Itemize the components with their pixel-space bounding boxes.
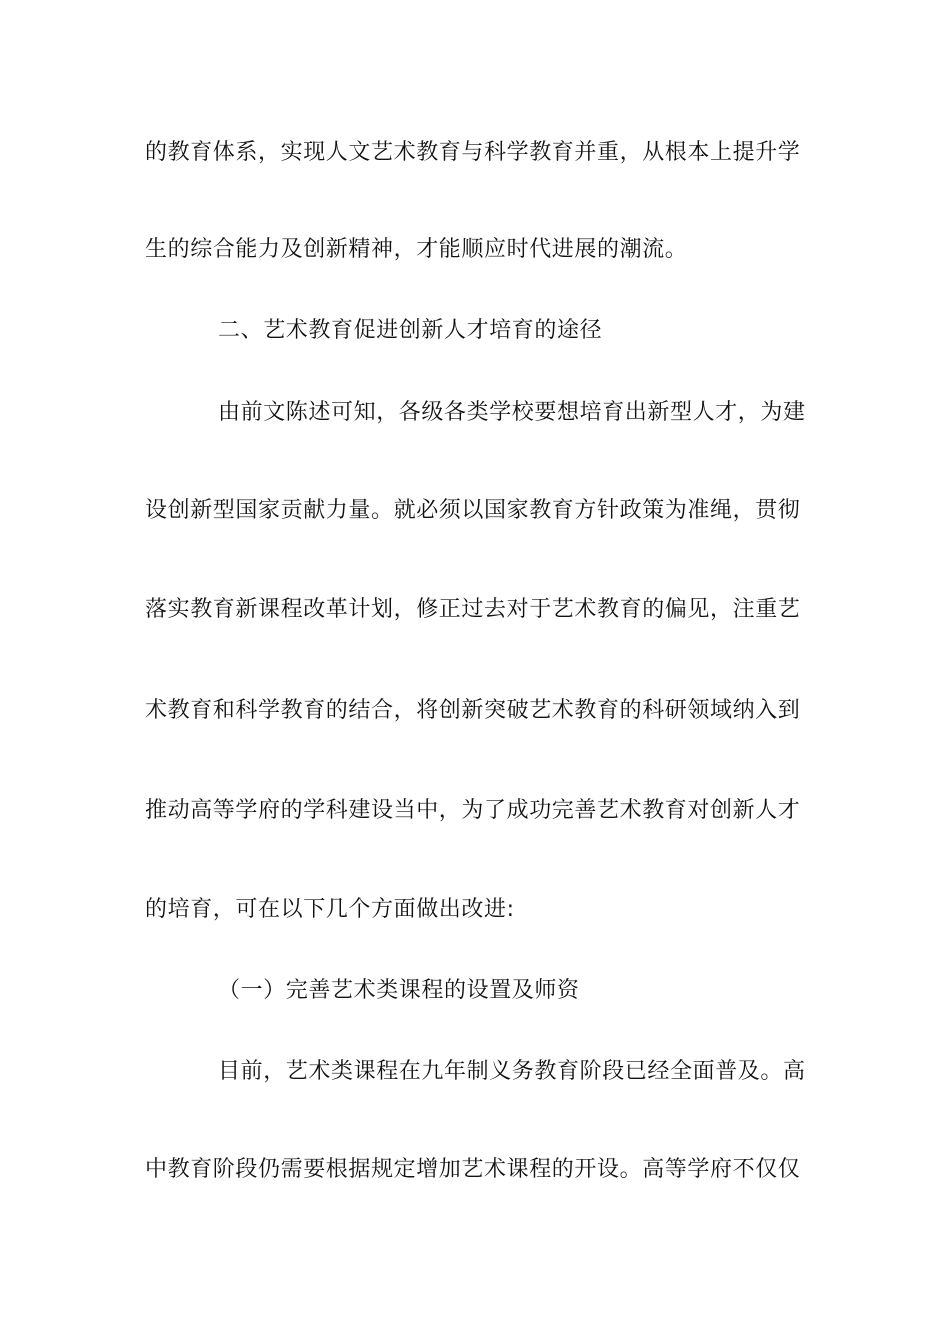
section-heading: 二、艺术教育促进创新人才培育的途径 <box>218 318 603 343</box>
paragraph-line: 目前，艺术类课程在九年制义务教育阶段已经全面普及。高 <box>218 1059 806 1084</box>
paragraph-line: 术教育和科学教育的结合，将创新突破艺术教育的科研领域纳入到 <box>145 698 801 723</box>
paragraph-line: 由前文陈述可知，各级各类学校要想培育出新型人才，为建 <box>218 400 806 425</box>
paragraph-line: 生的综合能力及创新精神，才能顺应时代进展的潮流。 <box>145 237 688 262</box>
paragraph-line: 落实教育新课程改革计划，修正过去对于艺术教育的偏见，注重艺 <box>145 597 801 622</box>
paragraph-line: 的教育体系，实现人文艺术教育与科学教育并重，从根本上提升学 <box>145 140 801 165</box>
paragraph-line: 的培育，可在以下几个方面做出改进: <box>145 897 515 922</box>
paragraph-line: 中教育阶段仍需要根据规定增加艺术课程的开设。高等学府不仅仅 <box>145 1157 801 1182</box>
paragraph-line: 设创新型国家贡献力量。就必须以国家教育方针政策为准绳，贯彻 <box>145 498 801 523</box>
paragraph-line: 推动高等学府的学科建设当中，为了成功完善艺术教育对创新人才 <box>145 798 801 823</box>
subsection-heading: （一）完善艺术类课程的设置及师资 <box>218 978 580 1003</box>
